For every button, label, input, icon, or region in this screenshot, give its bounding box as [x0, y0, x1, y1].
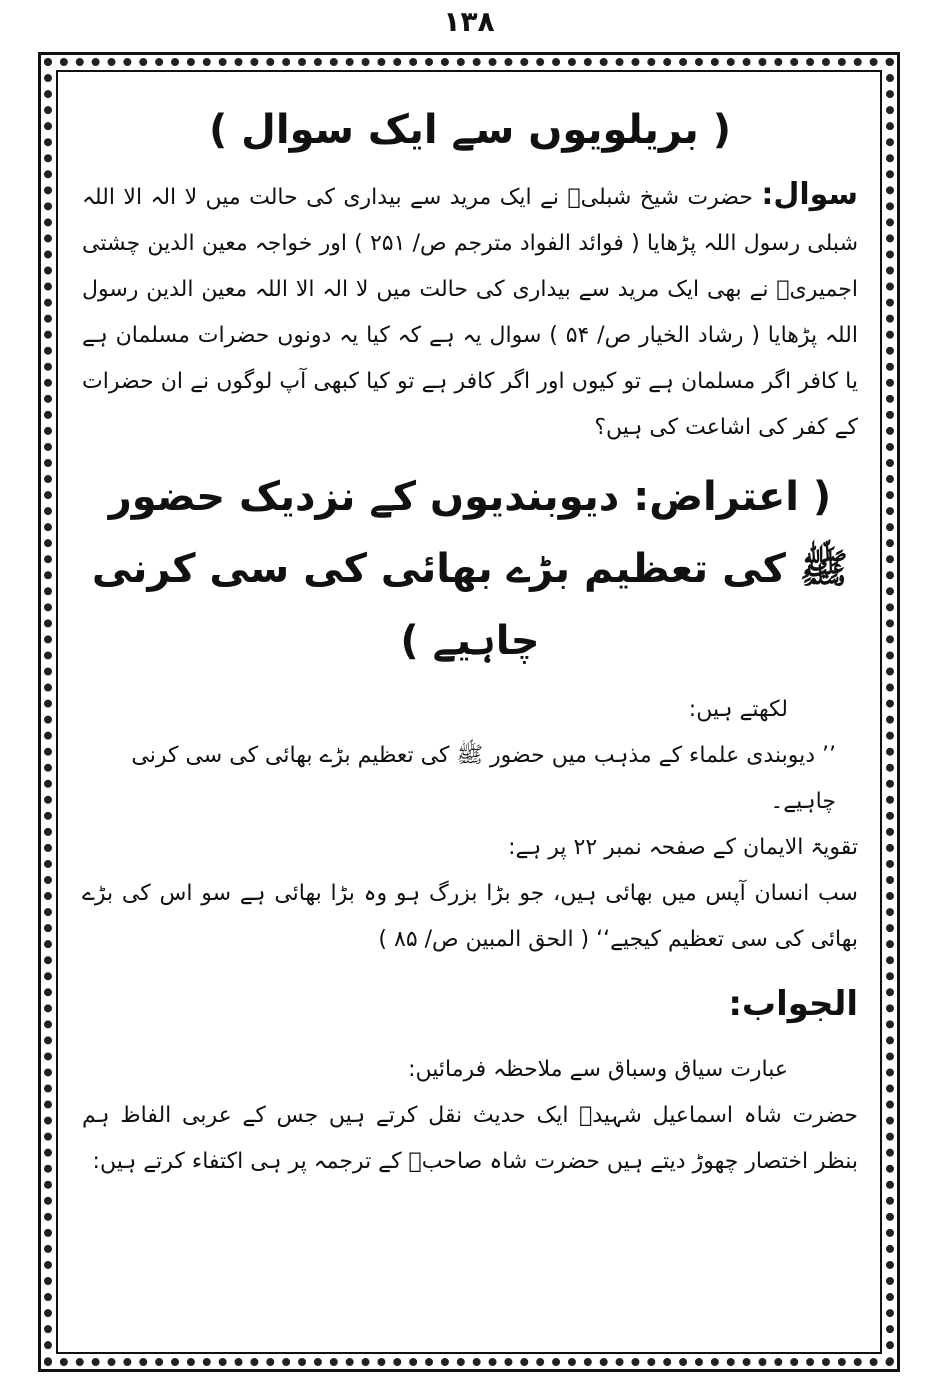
- question-paragraph: [82, 172, 858, 451]
- objection-quote: ’’ دیوبندی علماء کے مذہب میں حضور ﷺ کی تعظیم بڑے بھائی کی سی کرنی چاہیے۔: [131, 743, 836, 814]
- answer-line-2: حضرت شاہ اسماعیل شہیدؒ ایک حدیث نقل کرتے ہیں جس کے عربی الفاظ ہم بنظر اختصار چھوڑ دیتے ہیں حضرت شاہ صاحبؒ کے ترجمہ پر ہی اکتفاء کرتے ہیں:: [82, 1103, 858, 1174]
- objection-heading: ( اعتراض: دیوبندیوں کے نزدیک حضور ﷺ کی تعظیم بڑے بھائی کی سی کرنی چاہیے ): [91, 474, 849, 664]
- question-label: سوال:: [761, 177, 858, 212]
- source-text: سب انسان آپس میں بھائی ہیں، جو بڑا بزرگ ہو وہ بڑا بھائی ہے سو اس کی بڑے بھائی کی سی تعظیم کیجیے‘‘ ( الحق المبین ص/ ۸۵ ): [82, 881, 858, 952]
- page-content: [82, 100, 858, 1340]
- objection-intro: لکھتے ہیں:: [688, 697, 788, 722]
- question-text: حضرت شیخ شبلیؒ نے ایک مرید سے بیداری کی حالت میں لا الہ الا اللہ شبلی رسول اللہ پڑھایا ( فوائد الفواد مترجم ص/ ۲۵۱ ) اور خواجہ معین الدین چشتی اجمیریؒ نے بھی ایک مرید سے بیداری کی حالت میں لا الہ الا اللہ معین الدین رسول اللہ پڑھایا ( رشاد الخیار ص/ ۵۴ ) سوال یہ ہے کہ کیا یہ دونوں حضرات مسلمان ہے یا کافر اگر مسلمان ہے تو کیوں اور اگر کافر ہے تو کیا کبھی آپ لوگوں نے ان حضرات کے کفر کی اشاعت کی ہیں؟: [82, 185, 858, 440]
- section-title: ( بریلویوں سے ایک سوال ): [208, 107, 732, 153]
- page-number: ۱۳۸: [443, 5, 495, 38]
- source-intro: تقویۃ الایمان کے صفحہ نمبر ۲۲ پر ہے:: [508, 835, 858, 860]
- answer-line-1: عبارت سیاق وسباق سے ملاحظہ فرمائیں:: [408, 1057, 788, 1082]
- answer-label: الجواب:: [728, 984, 858, 1024]
